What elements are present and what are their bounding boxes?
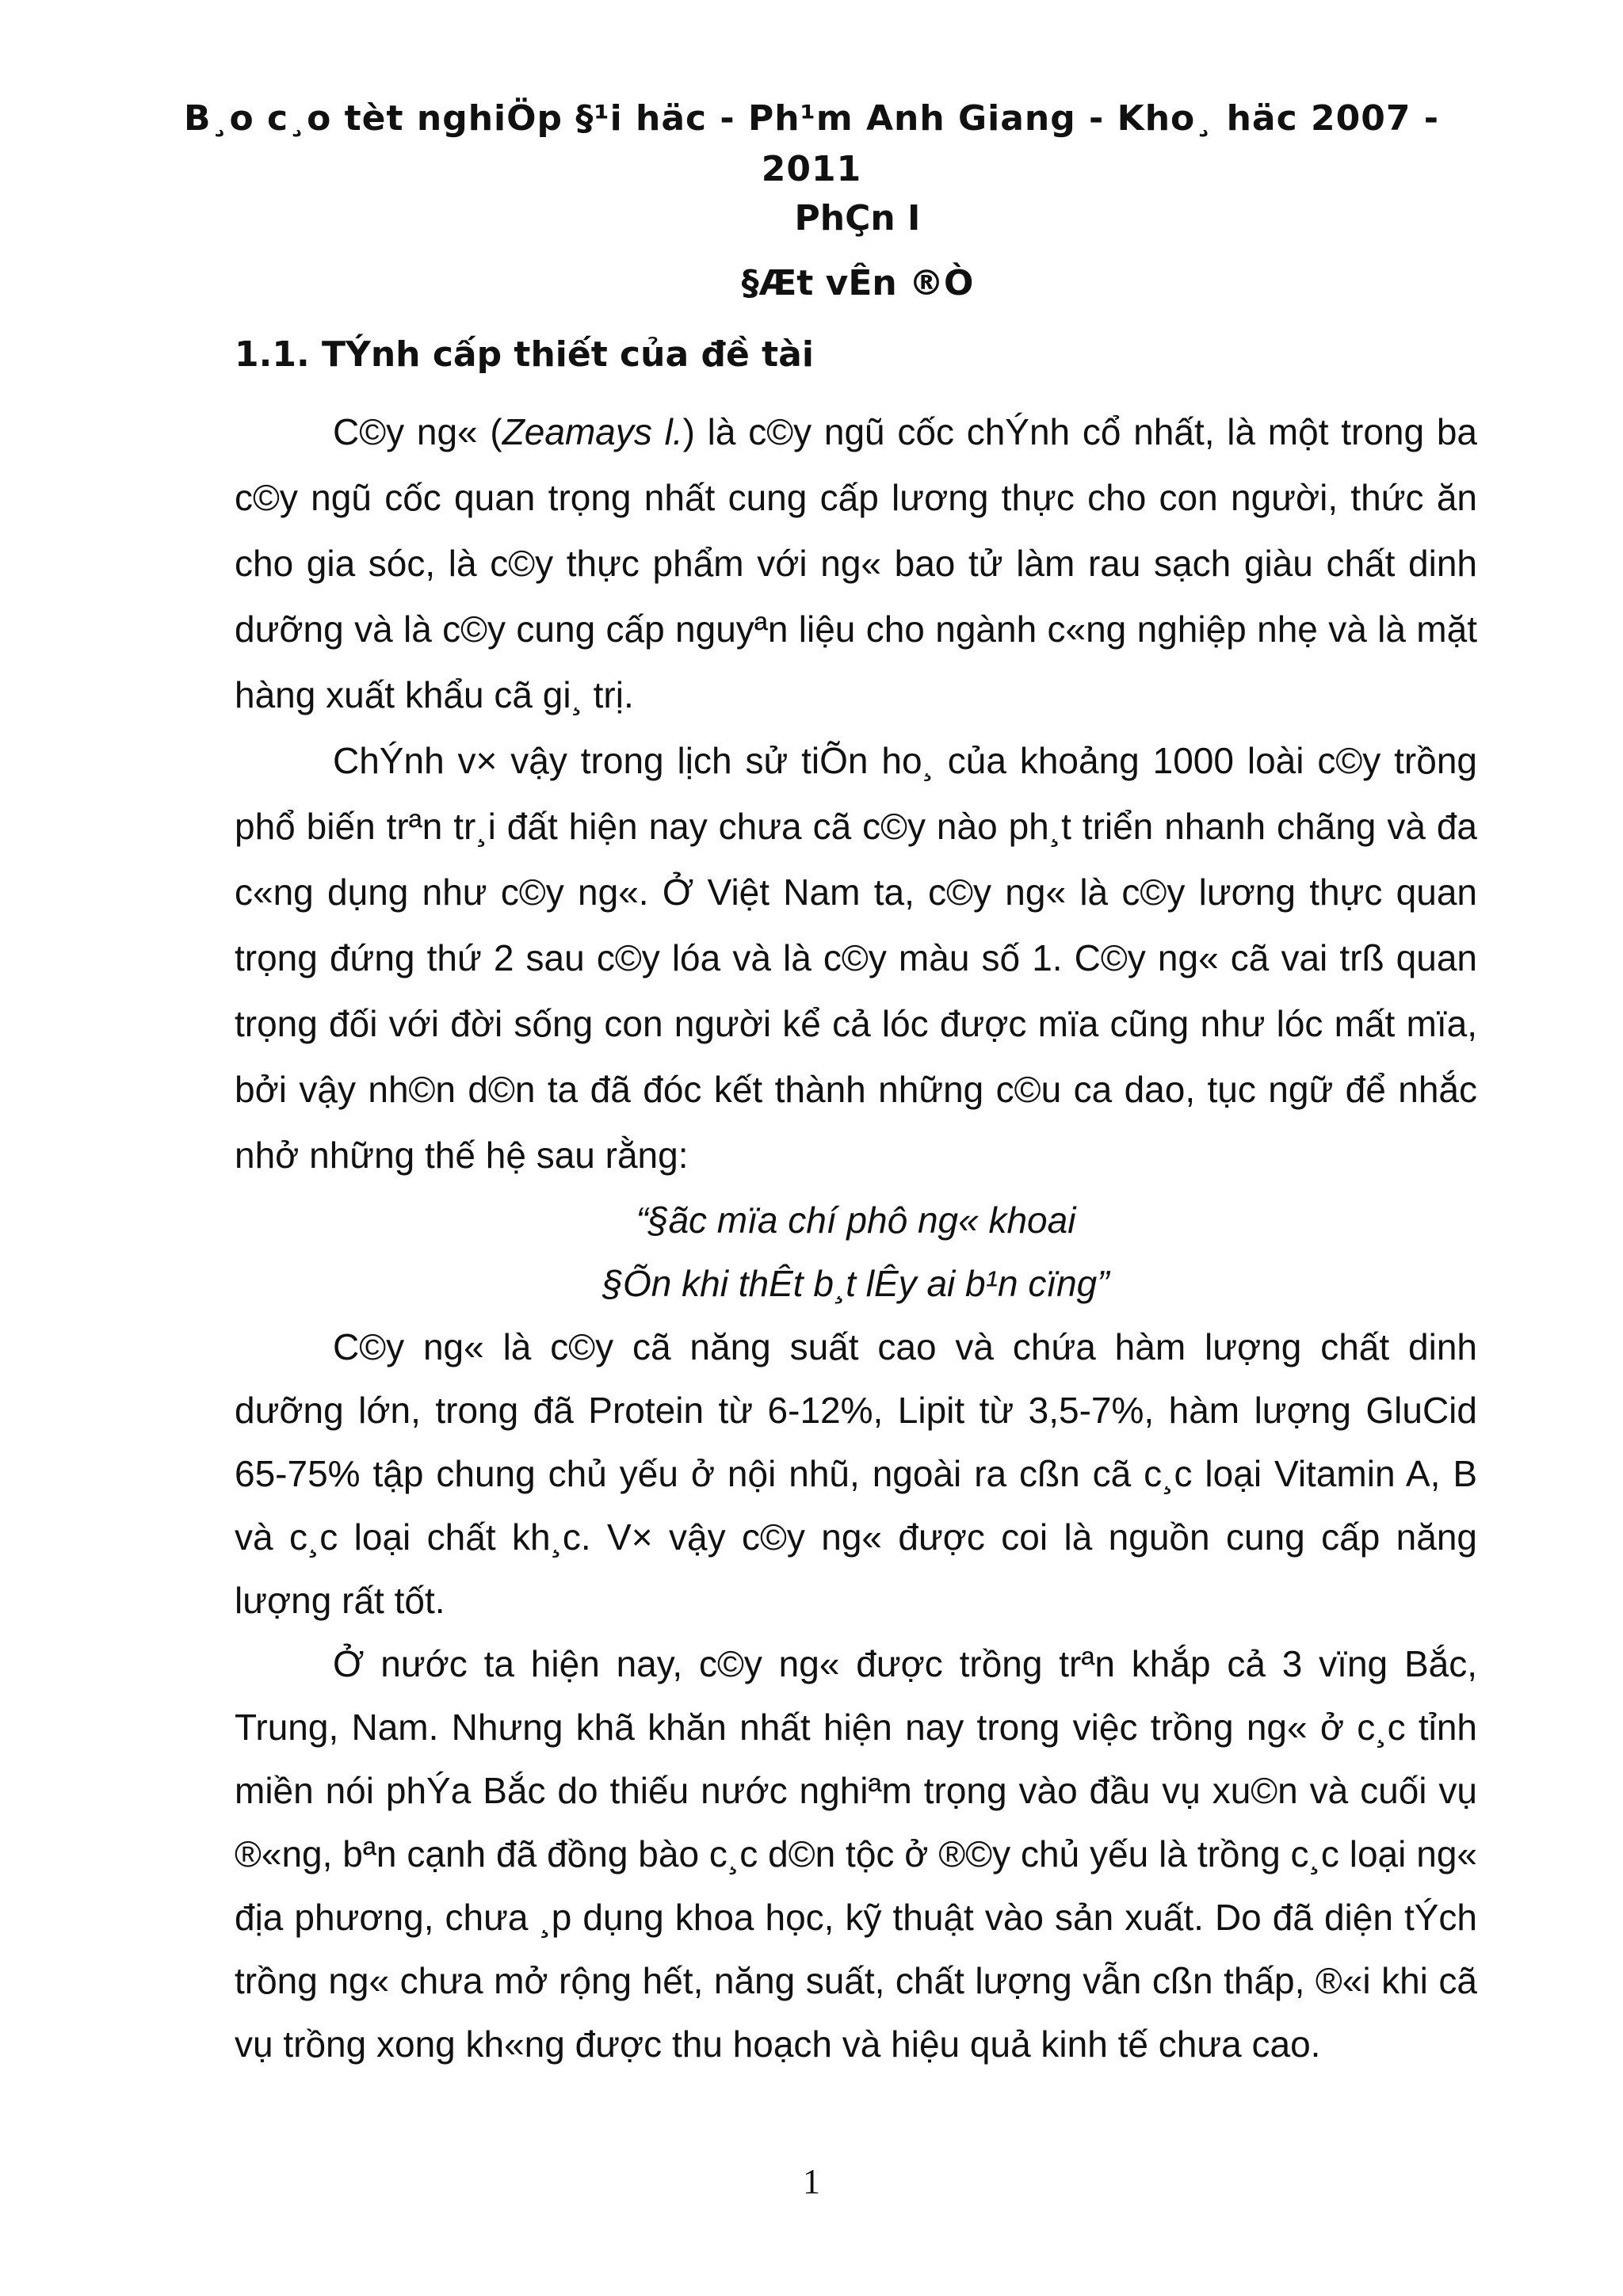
paragraph-1-start: C©y ng« ( bbox=[333, 411, 502, 452]
paragraph-4: Ở nước ta hiện nay, c©y ng« được trồng trªn khắp cả 3 vïng Bắc, Trung, Nam. Nhưng khã khăn nhất hiện nay trong việc trồng ng« ở c¸c tỉnh miền nói phÝa Bắc do thiếu nước nghiªm trọng vào đầu vụ xu©n và cuối vụ ®«ng, bªn cạnh đã đồng bào c¸c d©n tộc ở ®©y chủ yếu là trồng c¸c loại ng« địa phương, chưa ¸p dụng khoa học, kỹ thuật vào sản xuất. Do đã diện tÝch trồng ng« chưa mở rộng hết, năng suất, chất lượng vẫn cßn thấp, ®«i khi cã vụ trồng xong kh«ng được thu hoạch và hiệu quả kinh tế chưa cao. bbox=[235, 1643, 1477, 2065]
paragraph-3: C©y ng« là c©y cã năng suất cao và chứa hàm lượng chất dinh dưỡng lớn, trong đã Protein từ 6-12%, Lipit từ 3,5-7%, hàm lượng GluCid 65-75% tập chung chủ yếu ở nội nhũ, ngoài ra cßn cã c¸c loại Vitamin A, B và c¸c loại chất kh¸c. V× vậy c©y ng« được coi là nguồn cung cấp năng lượng rất tốt. bbox=[235, 1326, 1477, 1621]
section-heading: 1.1. TÝnh cấp thiết của đề tài bbox=[235, 334, 814, 375]
proverb-line-1: “§ãc mïa chí phô ng« khoai bbox=[636, 1199, 1076, 1241]
running-header: B¸o c¸o tèt nghiÖp §¹i häc - Ph¹m Anh Giang - Kho¸ häc 2007 - 2011 bbox=[183, 98, 1440, 189]
page-number: 1 bbox=[803, 2162, 820, 2201]
part-title: PhÇn I bbox=[794, 198, 921, 238]
paragraph-1 bbox=[235, 399, 1477, 728]
scientific-name: Zeamays l. bbox=[502, 411, 683, 452]
paragraph-2: ChÝnh v× vậy trong lịch sử tiÕn ho¸ của khoảng 1000 loài c©y trồng phổ biến trªn tr¸i đất hiện nay chưa cã c©y nào ph¸t triển nhanh chãng và đa c«ng dụng như c©y ng«. Ở Việt Nam ta, c©y ng« là c©y lương thực quan trọng đứng thứ 2 sau c©y lóa và là c©y màu số 1. C©y ng« cã vai trß quan trọng đối với đời sống con người kể cả lóc được mïa cũng như lóc mất mïa, bởi vậy nh©n d©n ta đã đóc kết thành những c©u ca dao, tục ngữ để nhắc nhở những thế hệ sau rằng: bbox=[235, 740, 1477, 1176]
body-text bbox=[235, 399, 1477, 2076]
paragraph-1-rest: ) là c©y ngũ cốc chÝnh cổ nhất, là một trong ba c©y ngũ cốc quan trọng nhất cung cấp lương thực cho con người, thức ăn cho gia sóc, là c©y thực phẩm với ng« bao tử làm rau sạch giàu chất dinh dưỡng và là c©y cung cấp nguyªn liệu cho ngành c«ng nghiệp nhẹ và là mặt hàng xuất khẩu cã gi¸ trị. bbox=[235, 411, 1477, 715]
proverb-line-2: §Õn khi thÊt b¸t lÊy ai b¹n cïng” bbox=[602, 1263, 1109, 1304]
chapter-title: §Æt vÊn ®Ò bbox=[741, 263, 974, 303]
